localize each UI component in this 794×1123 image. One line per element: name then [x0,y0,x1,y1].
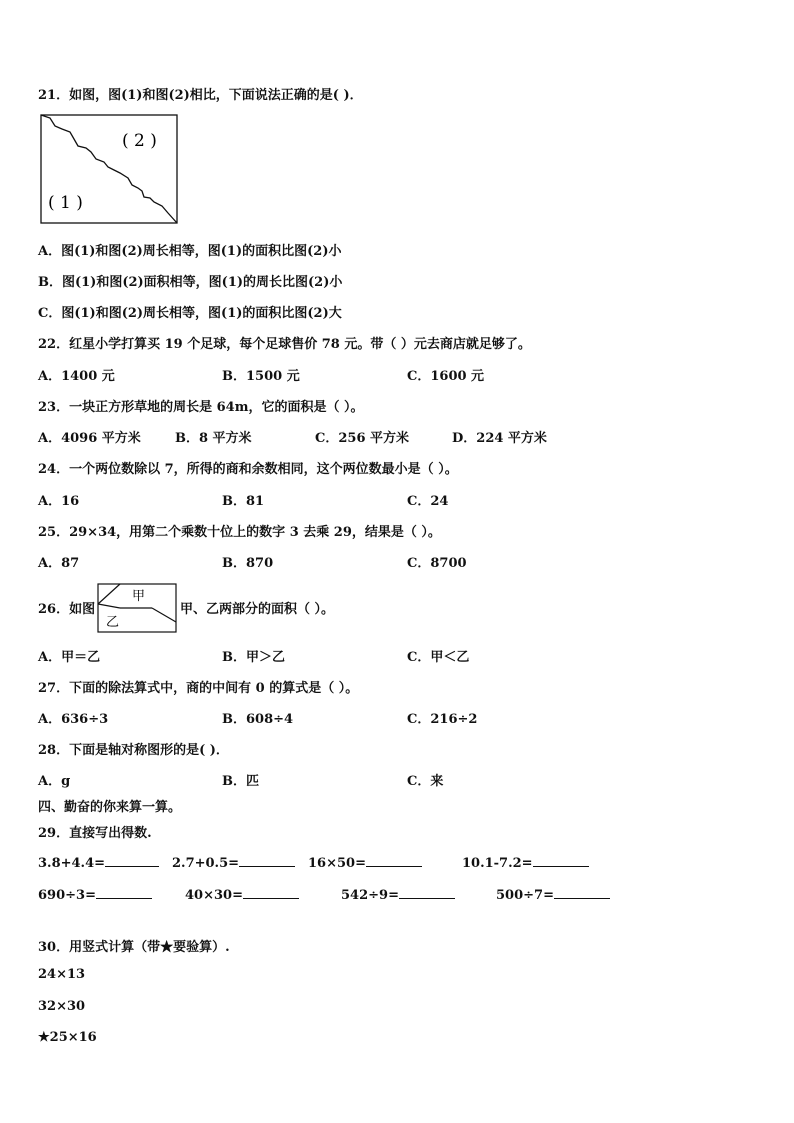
q28-option-a: A．g [38,774,71,789]
q25-option-b: B．870 [222,556,274,571]
q27-option-b: B．608÷4 [222,712,294,727]
q21-fig-label-2: ( 2 ) [122,131,157,151]
q28-stem: 28．下面是轴对称图形的是( )． [38,743,229,758]
q23-option-d: D．224 平方米 [452,431,547,446]
q27-option-a: A．636÷3 [38,712,109,727]
q26-option-b: B．甲＞乙 [222,650,285,665]
q23-option-b: B．8 平方米 [175,431,252,446]
q21-option-a: A．图(1)和图(2)周长相等，图(1)的面积比图(2)小 [38,244,342,259]
answer-blank[interactable] [239,854,295,867]
answer-blank[interactable] [105,854,159,867]
q21-figure [38,112,180,226]
q23-stem: 23．一块正方形草地的周长是 64m，它的面积是（ ）。 [38,400,364,415]
q29-item [38,854,159,871]
q22-option-a: A．1400 元 [38,369,115,384]
q26-stem-suffix: 甲、乙两部分的面积（ ）。 [180,602,335,617]
q23-option-c: C．256 平方米 [315,431,410,446]
q28-option-b: B．匹 [222,774,259,789]
q22-option-c: C．1600 元 [407,369,485,384]
q26-fig-label-jia: 甲 [132,589,146,604]
q26-figure [96,582,178,634]
answer-blank[interactable] [533,854,589,867]
answer-blank[interactable] [366,854,422,867]
q29-expression: 500÷7= [496,888,554,903]
section-4-heading: 四、勤奋的你来算一算。 [38,800,182,815]
q21-fig-label-1: ( 1 ) [48,193,83,213]
q22-stem: 22．红星小学打算买 19 个足球，每个足球售价 78 元。带（ ）元去商店就足够了。 [38,337,531,352]
q26-fig-label-yi: 乙 [106,615,120,630]
q24-option-a: A．16 [38,494,80,509]
q30-stem: 30．用竖式计算（带★要验算）. [38,940,230,955]
q29-expression: 16×50= [308,856,366,871]
q29-expression: 10.1-7.2= [462,856,533,871]
answer-blank[interactable] [243,886,299,899]
q29-item [38,886,152,903]
q25-stem: 25．29×34，用第二个乘数十位上的数字 3 去乘 29，结果是（ ）。 [38,525,441,540]
q28-option-c: C．来 [407,774,444,789]
answer-blank[interactable] [399,886,455,899]
q26-option-c: C．甲＜乙 [407,650,470,665]
q29-item [462,854,589,871]
q24-option-c: C．24 [407,494,449,509]
q24-option-b: B．81 [222,494,265,509]
q27-option-c: C．216÷2 [407,712,478,727]
q25-option-c: C．8700 [407,556,467,571]
q29-item [172,854,295,871]
q30-item-1: 24×13 [38,967,86,982]
q25-option-a: A．87 [38,556,80,571]
q29-expression: 3.8+4.4= [38,856,106,871]
q29-item [185,886,299,903]
q29-expression: 542÷9= [341,888,399,903]
q26-stem-prefix: 26．如图 [38,602,96,617]
q22-option-b: B．1500 元 [222,369,300,384]
q21-option-b: B．图(1)和图(2)面积相等，图(1)的周长比图(2)小 [38,275,343,290]
q23-option-a: A．4096 平方米 [38,431,141,446]
q24-stem: 24．一个两位数除以 7，所得的商和余数相同，这个两位数最小是（ ）。 [38,462,458,477]
answer-blank[interactable] [96,886,152,899]
q29-stem: 29．直接写出得数. [38,826,152,841]
q21-option-c: C．图(1)和图(2)周长相等，图(1)的面积比图(2)大 [38,306,342,321]
q29-expression: 690÷3= [38,888,96,903]
q26-option-a: A．甲＝乙 [38,650,101,665]
q29-item [496,886,610,903]
q30-item-3: ★25×16 [38,1030,97,1045]
answer-blank[interactable] [554,886,610,899]
q29-item [308,854,422,871]
q29-expression: 2.7+0.5= [172,856,240,871]
q29-expression: 40×30= [185,888,243,903]
q29-item [341,886,455,903]
q21-stem: 21．如图，图(1)和图(2)相比，下面说法正确的是( )． [38,88,363,103]
q30-item-2: 32×30 [38,999,86,1014]
q27-stem: 27．下面的除法算式中，商的中间有 0 的算式是（ ）。 [38,681,359,696]
